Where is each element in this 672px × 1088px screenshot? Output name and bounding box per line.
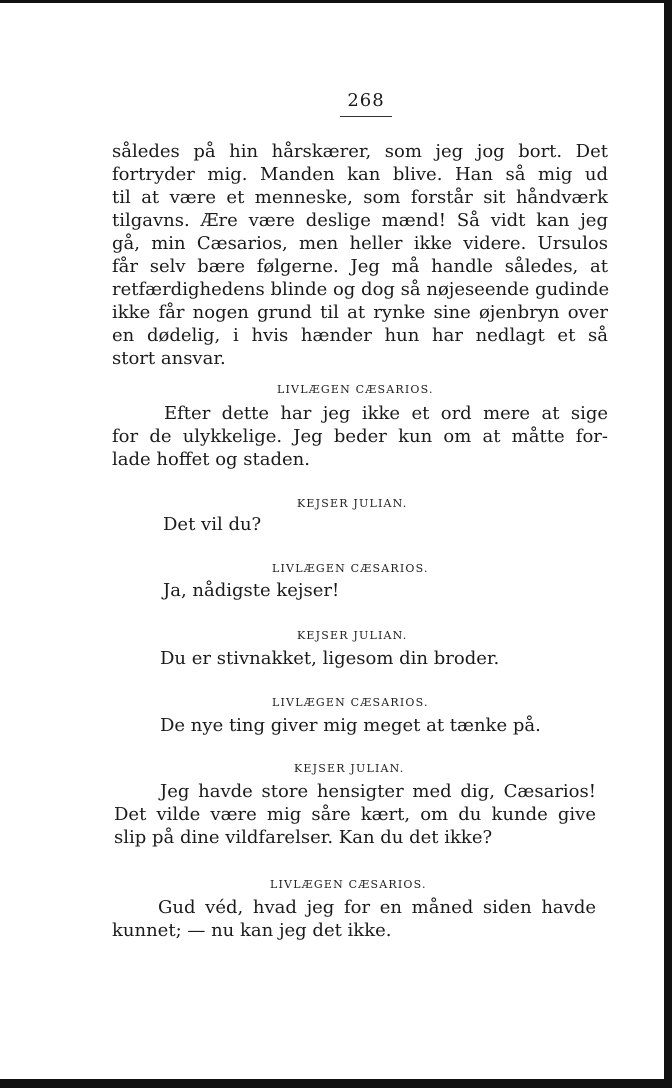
page-top-edge	[0, 0, 672, 3]
speech-line: De nye ting giver mig meget at tænke på.	[160, 715, 541, 736]
speech-block	[114, 780, 596, 849]
text-line: fortryder mig. Manden kan blive. Han så mig ud	[112, 164, 608, 185]
speech-line: Det vil du?	[163, 514, 262, 535]
page-number: 268	[347, 90, 385, 111]
text-line: kunnet; — nu kan jeg det ikke.	[112, 920, 392, 941]
text-line: får selv bære følgerne. Jeg må handle således, at	[112, 256, 608, 277]
page-number-rule	[340, 116, 392, 117]
text-line: ikke får nogen grund til at rynke sine øjenbryn over	[112, 302, 608, 323]
text-line: Efter dette har jeg ikke et ord mere at sige	[164, 403, 608, 424]
speech-line: Ja, nådigste kejser!	[163, 580, 340, 601]
page-right-edge	[664, 0, 672, 1088]
speaker-label: LIVLÆGEN CÆSARIOS.	[277, 383, 434, 396]
text-line: en dødelig, i hvis hænder hun har nedlagt et så	[112, 325, 608, 346]
speech-line: Du er stivnakket, ligesom din broder.	[160, 648, 500, 669]
speech-block	[112, 896, 596, 942]
speaker-label: KEJSER JULIAN.	[297, 497, 408, 510]
speaker-label: LIVLÆGEN CÆSARIOS.	[272, 562, 429, 575]
text-line: lade hoffet og staden.	[112, 449, 310, 470]
speaker-label: LIVLÆGEN CÆSARIOS.	[272, 696, 429, 709]
page-bottom-edge	[0, 1079, 672, 1088]
text-line: Jeg havde store hensigter med dig, Cæsarios!	[160, 781, 596, 802]
text-line: for de ulykkelige. Jeg beder kun om at måtte for-	[112, 426, 608, 447]
text-line: gå, min Cæsarios, men heller ikke videre. Ursulos	[112, 233, 608, 254]
paragraph-speech-julian	[112, 140, 608, 370]
text-line: til at være et menneske, som forstår sit håndværk	[112, 187, 608, 208]
text-line: Gud véd, hvad jeg for en måned siden havde	[158, 897, 596, 918]
speaker-label: LIVLÆGEN CÆSARIOS.	[270, 878, 427, 891]
text-line: Det vilde være mig såre kært, om du kunde give	[114, 804, 596, 825]
speaker-label: KEJSER JULIAN.	[297, 629, 408, 642]
text-line: stort ansvar.	[112, 348, 226, 369]
text-line: retfærdighedens blinde og dog så nøjeseende gudinde	[112, 279, 610, 300]
text-line: tilgavns. Ære være deslige mænd! Så vidt kan jeg	[112, 210, 608, 231]
text-line: slip på dine vildfarelser. Kan du det ikke?	[114, 827, 493, 848]
speaker-label: KEJSER JULIAN.	[294, 762, 405, 775]
speech-block	[112, 402, 608, 471]
text-line: således på hin hårskærer, som jeg jog bort. Det	[112, 141, 608, 162]
